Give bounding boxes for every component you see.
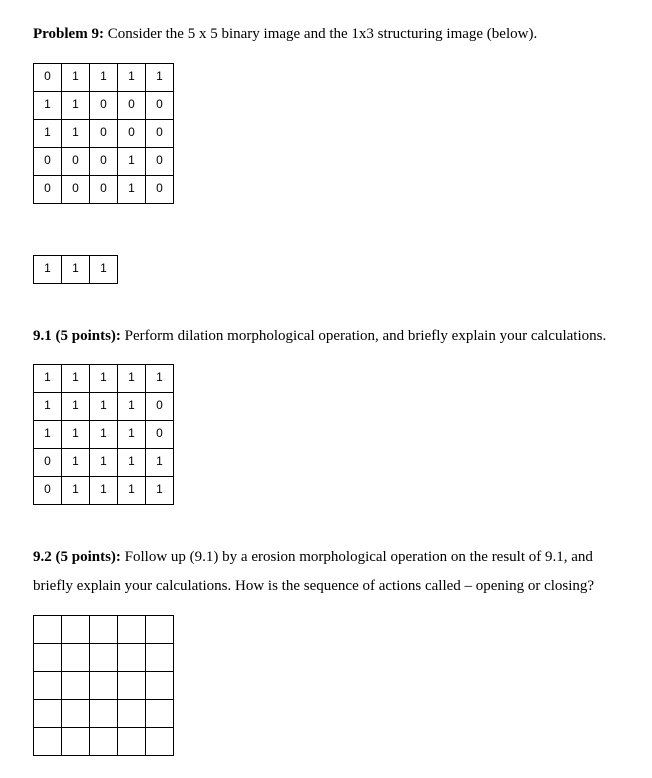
cell-value: 1 — [100, 370, 107, 384]
cell-value: 0 — [44, 181, 51, 195]
grid-cell — [34, 92, 62, 120]
cell-value: 1 — [72, 261, 79, 275]
grid-row — [34, 421, 174, 449]
cell-value: 1 — [72, 97, 79, 111]
cell-value: 0 — [72, 181, 79, 195]
cell-value: 1 — [72, 370, 79, 384]
question-9-2-line-1 — [33, 548, 593, 566]
problem-text: Consider the 5 x 5 binary image and the 1x3 structuring image (below). — [103, 26, 538, 42]
dilation-result-grid — [33, 364, 174, 505]
question-9-2-text-2: briefly explain your calculations. How is the sequence of actions called – opening or closing? — [33, 578, 595, 594]
grid-cell — [62, 256, 90, 284]
cell-value: 0 — [128, 125, 135, 139]
grid-cell — [62, 449, 90, 477]
question-9-2-line-2 — [33, 577, 594, 595]
grid-cell — [34, 64, 62, 92]
cell-value: 0 — [100, 181, 107, 195]
grid-cell — [62, 64, 90, 92]
grid-cell — [146, 700, 174, 728]
grid-cell — [62, 728, 90, 756]
grid-cell — [90, 700, 118, 728]
grid-cell — [34, 672, 62, 700]
cell-value: 1 — [72, 482, 79, 496]
cell-value: 1 — [100, 261, 107, 275]
grid-cell — [62, 616, 90, 644]
grid-cell — [118, 728, 146, 756]
grid-cell — [146, 365, 174, 393]
grid-cell — [34, 449, 62, 477]
grid-cell — [146, 644, 174, 672]
cell-value: 1 — [44, 398, 51, 412]
grid-cell — [146, 176, 174, 204]
cell-value: 1 — [100, 454, 107, 468]
cell-value: 0 — [44, 454, 51, 468]
cell-value: 1 — [128, 398, 135, 412]
grid-cell — [90, 393, 118, 421]
cell-value: 1 — [72, 426, 79, 440]
cell-value: 0 — [128, 97, 135, 111]
grid-row — [34, 672, 174, 700]
grid-cell — [62, 148, 90, 176]
grid-cell — [34, 176, 62, 204]
grid-cell — [34, 728, 62, 756]
grid-cell — [34, 616, 62, 644]
cell-value: 0 — [44, 482, 51, 496]
cell-value: 1 — [100, 482, 107, 496]
grid-cell — [34, 700, 62, 728]
cell-value: 1 — [100, 69, 107, 83]
cell-value: 1 — [128, 426, 135, 440]
cell-value: 0 — [72, 153, 79, 167]
grid-cell — [62, 672, 90, 700]
cell-value: 1 — [156, 370, 163, 384]
cell-value: 1 — [156, 482, 163, 496]
cell-value: 0 — [100, 97, 107, 111]
cell-value: 1 — [72, 454, 79, 468]
grid-cell — [146, 92, 174, 120]
grid-cell — [62, 421, 90, 449]
grid-cell — [34, 421, 62, 449]
question-9-1 — [33, 327, 606, 345]
grid-cell — [118, 393, 146, 421]
grid-cell — [90, 64, 118, 92]
grid-row — [34, 393, 174, 421]
grid-cell — [34, 120, 62, 148]
grid-cell — [62, 365, 90, 393]
input-binary-image — [33, 63, 174, 204]
grid-cell — [90, 449, 118, 477]
grid-row — [34, 120, 174, 148]
grid-cell — [146, 477, 174, 505]
cell-value: 1 — [100, 398, 107, 412]
cell-value: 1 — [100, 426, 107, 440]
cell-value: 1 — [72, 125, 79, 139]
cell-value: 0 — [156, 426, 163, 440]
grid-cell — [146, 148, 174, 176]
cell-value: 1 — [128, 153, 135, 167]
cell-value: 1 — [128, 454, 135, 468]
grid-cell — [118, 672, 146, 700]
grid-cell — [62, 393, 90, 421]
cell-value: 0 — [100, 153, 107, 167]
grid-cell — [90, 672, 118, 700]
grid-row — [34, 700, 174, 728]
grid-cell — [34, 365, 62, 393]
grid-cell — [118, 148, 146, 176]
cell-value: 0 — [44, 69, 51, 83]
cell-value: 0 — [156, 181, 163, 195]
grid-row — [34, 616, 174, 644]
grid-cell — [118, 616, 146, 644]
problem-label: Problem 9: — [33, 26, 104, 42]
grid-cell — [62, 700, 90, 728]
grid-row — [34, 449, 174, 477]
question-9-2-label: 9.2 (5 points): — [33, 549, 121, 565]
grid-cell — [90, 616, 118, 644]
grid-cell — [90, 176, 118, 204]
cell-value: 1 — [44, 97, 51, 111]
cell-value: 1 — [156, 454, 163, 468]
grid-row — [34, 644, 174, 672]
cell-value: 1 — [128, 482, 135, 496]
grid-cell — [90, 365, 118, 393]
structuring-element — [33, 255, 118, 284]
grid-row — [34, 477, 174, 505]
question-9-1-text: Perform dilation morphological operation, and briefly explain your calculations. — [120, 328, 607, 344]
grid-cell — [146, 616, 174, 644]
cell-value: 1 — [44, 125, 51, 139]
grid-cell — [146, 120, 174, 148]
grid-row — [34, 148, 174, 176]
grid-cell — [118, 644, 146, 672]
grid-cell — [90, 256, 118, 284]
question-9-1-label: 9.1 (5 points): — [33, 328, 121, 344]
grid-cell — [146, 728, 174, 756]
cell-value: 1 — [72, 398, 79, 412]
grid-cell — [118, 120, 146, 148]
grid-cell — [146, 64, 174, 92]
grid-cell — [62, 644, 90, 672]
grid-cell — [118, 477, 146, 505]
grid-cell — [118, 176, 146, 204]
grid-row — [34, 64, 174, 92]
grid-cell — [34, 477, 62, 505]
cell-value: 0 — [156, 97, 163, 111]
grid-row — [34, 256, 118, 284]
grid-cell — [90, 644, 118, 672]
grid-cell — [146, 449, 174, 477]
cell-value: 1 — [72, 69, 79, 83]
grid-cell — [146, 672, 174, 700]
grid-cell — [62, 92, 90, 120]
grid-row — [34, 365, 174, 393]
cell-value: 1 — [44, 370, 51, 384]
cell-value: 0 — [156, 125, 163, 139]
cell-value: 1 — [44, 426, 51, 440]
cell-value: 1 — [128, 181, 135, 195]
grid-cell — [62, 477, 90, 505]
cell-value: 0 — [156, 398, 163, 412]
grid-row — [34, 92, 174, 120]
grid-cell — [118, 365, 146, 393]
grid-cell — [34, 148, 62, 176]
cell-value: 1 — [128, 69, 135, 83]
cell-value: 0 — [44, 153, 51, 167]
cell-value: 1 — [44, 261, 51, 275]
grid-cell — [90, 148, 118, 176]
erosion-answer-grid — [33, 615, 174, 756]
grid-cell — [34, 256, 62, 284]
grid-cell — [90, 728, 118, 756]
grid-cell — [34, 644, 62, 672]
grid-cell — [90, 92, 118, 120]
grid-cell — [90, 477, 118, 505]
grid-row — [34, 176, 174, 204]
grid-cell — [34, 393, 62, 421]
grid-cell — [118, 700, 146, 728]
grid-cell — [118, 92, 146, 120]
grid-cell — [146, 393, 174, 421]
grid-cell — [62, 120, 90, 148]
grid-cell — [118, 449, 146, 477]
grid-cell — [118, 421, 146, 449]
cell-value: 0 — [100, 125, 107, 139]
grid-row — [34, 728, 174, 756]
grid-cell — [118, 64, 146, 92]
cell-value: 0 — [156, 153, 163, 167]
grid-cell — [90, 120, 118, 148]
grid-cell — [62, 176, 90, 204]
grid-cell — [90, 421, 118, 449]
question-9-2-text-1: Follow up (9.1) by a erosion morphological operation on the result of 9.1, and — [120, 549, 593, 565]
problem-heading — [33, 25, 537, 43]
cell-value: 1 — [156, 69, 163, 83]
cell-value: 1 — [128, 370, 135, 384]
grid-cell — [146, 421, 174, 449]
